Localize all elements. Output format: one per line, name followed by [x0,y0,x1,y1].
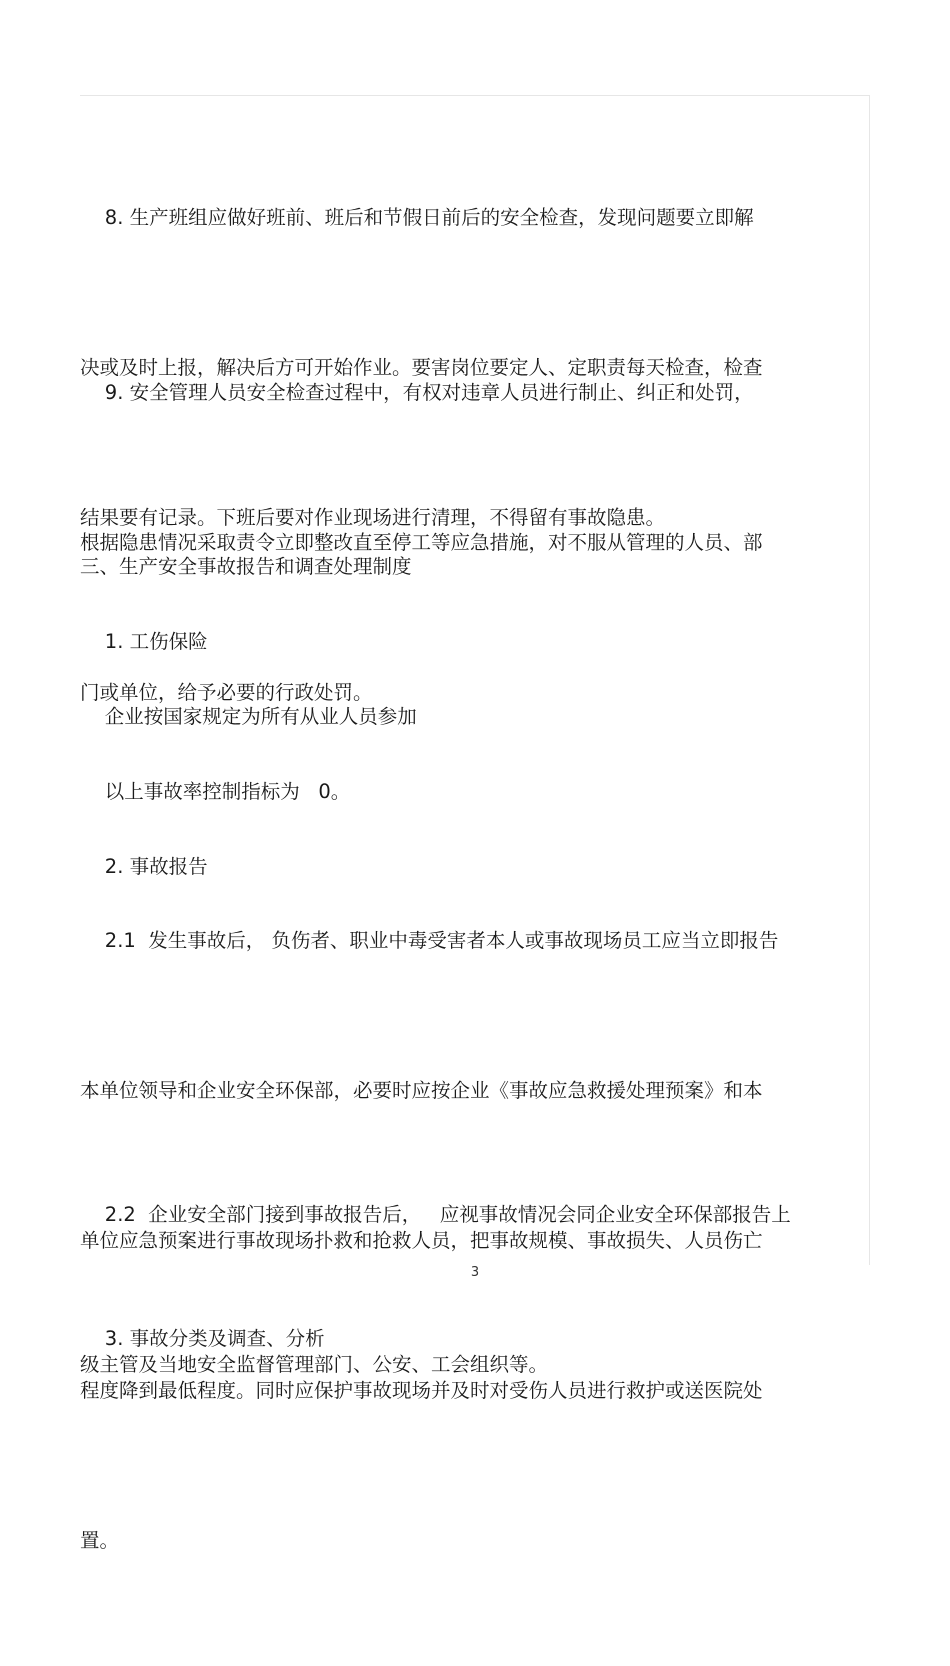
text-line: 决或及时上报，解决后方可开始作业。要害岗位要定人、定职责每天检查，检查 [80,356,763,379]
text-line: 8. 生产班组应做好班前、班后和节假日前后的安全检查，发现问题要立即解 [80,206,754,229]
text-line: 门或单位，给予必要的行政处罚。 [80,681,373,704]
text-line: 根据隐患情况采取责令立即整改直至停工等应急措施，对不服从管理的人员、部 [80,531,763,554]
text-line: 本单位领导和企业安全环保部，必要时应按企业《事故应急救援处理预案》和本 [80,1079,763,1102]
text-line: 单位应急预案进行事故现场扑救和抢救人员，把事故规模、事故损失、人员伤亡 [80,1229,763,1252]
text-line: 企业按国家规定为所有从业人员参加 [80,705,417,728]
text-line: 三、生产安全事故报告和调查处理制度 [80,555,412,578]
page-right-border [869,95,870,1265]
text-line: 置。 [80,1529,120,1552]
text-line: 级主管及当地安全监督管理部门、公安、工会组织等。 [80,1353,549,1376]
text-line: 3. 事故分类及调查、分析 [80,1327,325,1350]
subsection-heading-3 [80,1214,850,1464]
text-line: 以上事故率控制指标为 0。 [80,780,351,803]
text-line: 程度降到最低程度。同时应保护事故现场并及时对受伤人员进行救护或送医院处 [80,1379,763,1402]
text-line: 9. 安全管理人员安全检查过程中，有权对违章人员进行制止、纠正和处罚， [80,381,754,404]
text-line: 2. 事故报告 [80,855,208,878]
text-line: 1. 工伤保险 [80,630,208,653]
text-line: 2.1 发生事故后， 负伤者、职业中毒受害者本人或事故现场员工应当立即报告 [80,929,779,952]
text-line: 结果要有记录。下班后要对作业现场进行清理，不得留有事故隐患。 [80,506,666,529]
page-number: 3 [470,1265,480,1280]
text-line: 2.2 企业安全部门接到事故报告后， 应视事故情况会同企业安全环保部报告上 [80,1203,791,1226]
